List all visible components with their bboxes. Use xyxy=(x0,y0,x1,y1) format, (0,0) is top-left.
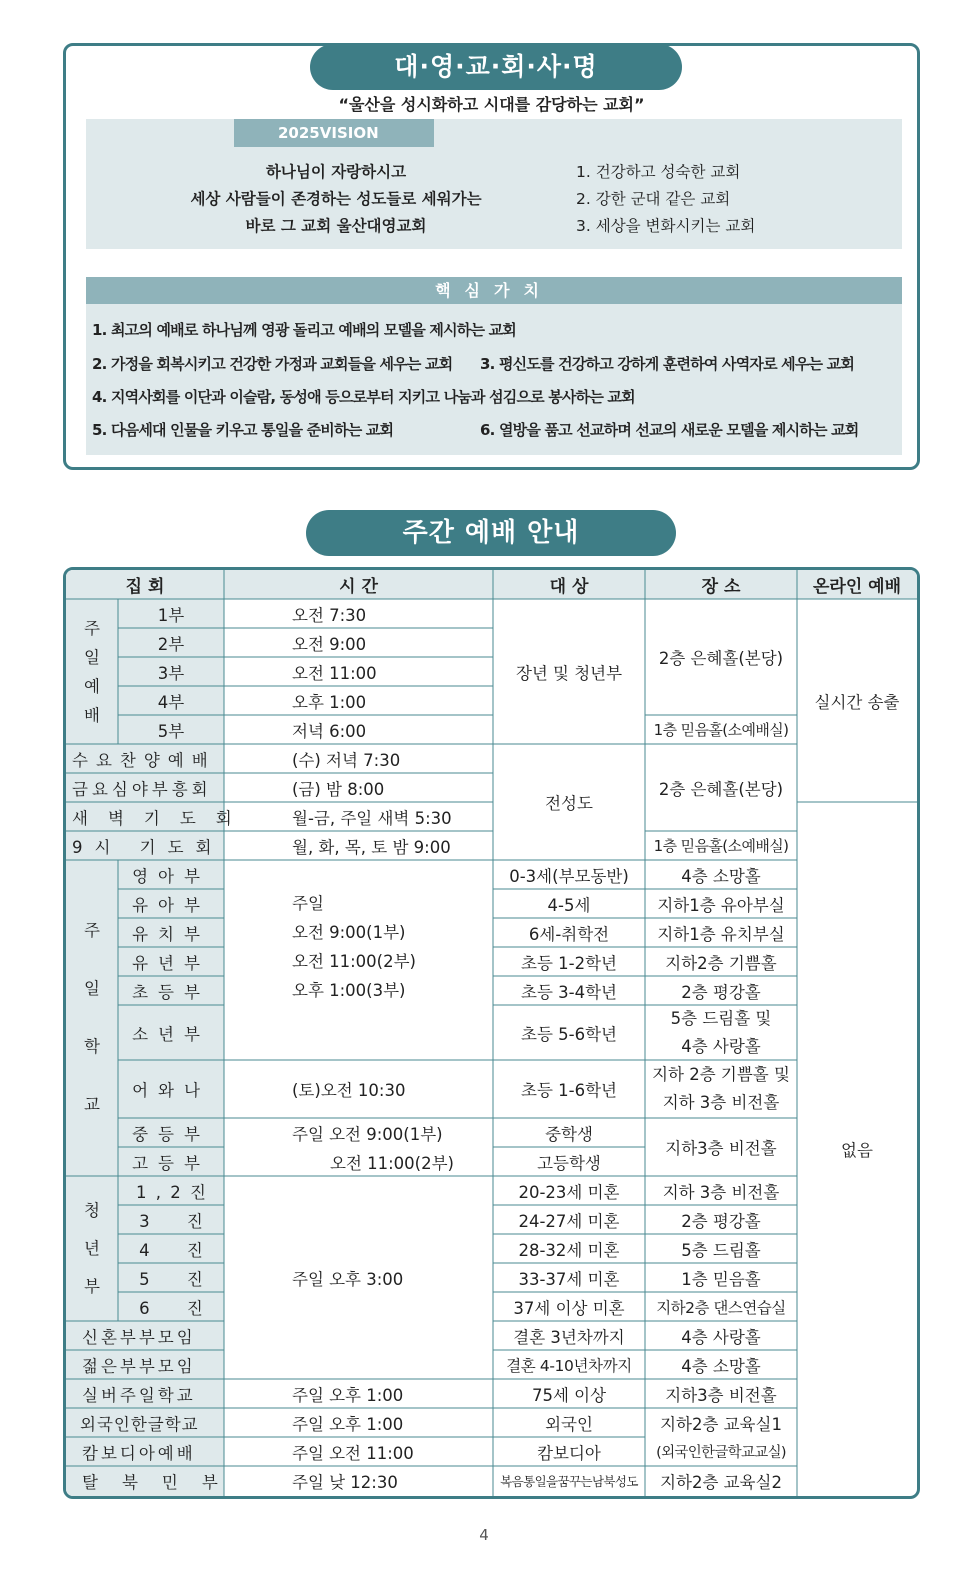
dept-name: 외국인한글학교 xyxy=(80,1414,199,1434)
dept-place: 지하2층 기쁨홀 xyxy=(665,953,777,973)
service-name: 1부 xyxy=(157,605,185,625)
dept-name: 고등부 xyxy=(132,1153,210,1173)
service-time: (수) 저녁 7:30 xyxy=(292,750,401,770)
dept-name: 유년부 xyxy=(132,953,210,973)
dept-place: 지하1층 유아부실 xyxy=(657,895,785,915)
dept-place: 지하1층 유치부실 xyxy=(657,924,785,944)
dept-place: 지하 3층 비전홀 xyxy=(662,1182,780,1202)
dept-name: 1 , 2 진 xyxy=(136,1182,208,1202)
dept-place: 2층 평강홀 xyxy=(681,982,761,1002)
dept-target: 20-23세 미혼 xyxy=(518,1182,620,1202)
dept-target: 37세 이상 미혼 xyxy=(513,1298,625,1318)
vision-goals: 1. 건강하고 성숙한 교회 2. 강한 군대 같은 교회 3. 세상을 변화시키는 교회 xyxy=(576,163,756,235)
service-name: 2부 xyxy=(157,634,185,654)
dept-name: 신혼부부모임 xyxy=(82,1327,196,1347)
dept-time: 주일 오전 9:00(1부) xyxy=(292,1124,443,1144)
dept-place: 5층 드림홀 xyxy=(681,1240,761,1260)
service-name: 4부 xyxy=(157,692,185,712)
dept-place: 지하2층 교육실1 xyxy=(660,1414,782,1434)
core-value-item: 1. 최고의 예배로 하나님께 영광 돌리고 예배의 모델을 제시하는 교회 xyxy=(92,321,516,339)
dept-name: 캄보디아예배 xyxy=(82,1443,196,1463)
midweek-place: 2층 은혜홀(본당) xyxy=(658,779,784,799)
header-service: 집 회 xyxy=(125,577,165,597)
dept-place: (외국인한글학교교실) xyxy=(656,1445,786,1461)
group-youth: 청년부 xyxy=(84,1200,100,1296)
worship-schedule-table xyxy=(63,567,920,1499)
core-value-item: 3. 평신도를 건강하고 강하게 훈련하여 사역자로 세우는 교회 xyxy=(480,355,855,373)
header-online: 온라인 예배 xyxy=(812,577,902,597)
dept-target: 복음통일을꿈꾸는남북성도 xyxy=(500,1474,638,1489)
dept-place: 지하3층 비전홀 xyxy=(665,1385,777,1405)
school-time: 주일 오전 9:00(1부) 오전 11:00(2부) 오후 1:00(3부) xyxy=(292,894,416,1000)
service-name: 3부 xyxy=(157,663,185,683)
group-sunday-worship: 주일예배 xyxy=(84,618,100,725)
core-value-item: 5. 다음세대 인물을 키우고 통일을 준비하는 교회 xyxy=(92,421,394,439)
dept-target: 75세 이상 xyxy=(531,1385,607,1405)
dept-name: 젊은부부모임 xyxy=(82,1356,196,1376)
dept-time: 오전 11:00(2부) xyxy=(330,1153,454,1173)
dept-target: 33-37세 미혼 xyxy=(518,1269,620,1289)
dept-target: 중학생 xyxy=(545,1124,593,1144)
core-values-heading: 핵심가치 xyxy=(86,277,902,304)
service-name: 9시 기도회 xyxy=(72,837,224,857)
core-value-item: 6. 열방을 품고 선교하며 선교의 새로운 모델을 제시하는 교회 xyxy=(480,421,859,439)
dept-name: 탈북민부 xyxy=(82,1473,242,1492)
dept-place: 4층 소망홀 xyxy=(681,1356,761,1376)
dept-name: 유치부 xyxy=(132,924,210,944)
service-time: 월, 화, 목, 토 밤 9:00 xyxy=(292,837,451,857)
dept-name: 중등부 xyxy=(132,1124,210,1144)
service-time: 오전 7:30 xyxy=(292,605,367,625)
core-value-item: 4. 지역사회를 이단과 이슬람, 동성애 등으로부터 지키고 나눔과 섬김으로 봉사하는 교회 xyxy=(92,388,635,406)
service-time: 오전 11:00 xyxy=(292,663,377,683)
dept-time: 주일 오후 1:00 xyxy=(292,1414,404,1434)
dept-place: 4층 소망홀 xyxy=(681,866,761,886)
dept-name: 3 진 xyxy=(139,1211,203,1231)
dept-target: 초등 5-6학년 xyxy=(521,1024,617,1044)
dept-target: 4-5세 xyxy=(547,895,591,915)
online-live: 실시간 송출 xyxy=(814,692,900,712)
dept-name: 유아부 xyxy=(132,895,210,915)
core-value-item: 2. 가정을 회복시키고 건강한 가정과 교회들을 세우는 교회 xyxy=(92,355,453,373)
dept-name: 초등부 xyxy=(132,982,210,1002)
dept-place: 1층 믿음홀 xyxy=(681,1269,761,1289)
dept-target: 초등 1-2학년 xyxy=(521,953,617,973)
teen-place: 지하3층 비전홀 xyxy=(665,1139,777,1158)
dept-place: 지하2층 댄스연습실 xyxy=(656,1298,786,1317)
service-name: 새벽기도회 xyxy=(72,808,252,828)
mission-section xyxy=(63,43,920,470)
service-time: 오전 9:00 xyxy=(292,634,367,654)
service-time: (금) 밤 8:00 xyxy=(292,779,385,799)
dept-time: 주일 오전 11:00 xyxy=(292,1443,414,1463)
header-place: 장 소 xyxy=(701,577,741,597)
service-name: 수요찬양예배 xyxy=(72,750,216,770)
header-time: 시 간 xyxy=(339,577,378,597)
dept-time: 주일 오후 1:00 xyxy=(292,1385,404,1405)
dept-place: 지하 2층 기쁨홀 및 지하 3층 비전홀 xyxy=(652,1065,790,1112)
dept-target: 고등학생 xyxy=(537,1153,601,1173)
dept-name: 4 진 xyxy=(139,1240,203,1260)
header-target: 대 상 xyxy=(549,577,589,597)
dept-time: 주일 낮 12:30 xyxy=(292,1473,398,1492)
dept-place: 5층 드림홀 및 4층 사랑홀 xyxy=(670,1008,772,1056)
youth-time: 주일 오후 3:00 xyxy=(292,1269,404,1289)
vision-tag: 2025VISION xyxy=(234,119,434,147)
online-none: 없음 xyxy=(841,1141,873,1160)
church-slogan: “울산을 성시화하고 시대를 감당하는 교회” xyxy=(338,95,645,114)
service-name: 5부 xyxy=(157,721,185,741)
dept-target: 0-3세(부모동반) xyxy=(509,866,629,886)
dept-target: 24-27세 미혼 xyxy=(518,1211,620,1231)
sunday-place: 2층 은혜홀(본당) xyxy=(658,649,784,668)
mission-title: 대·영·교·회·사·명 xyxy=(310,44,682,90)
core-values-panel xyxy=(86,277,902,455)
dept-name: 실버주일학교 xyxy=(82,1385,196,1405)
dept-name: 5 진 xyxy=(139,1269,203,1289)
midweek-place-9: 1층 믿음홀(소예배실) xyxy=(653,837,789,855)
service-time: 월-금, 주일 새벽 5:30 xyxy=(292,808,452,828)
vision-statement: 하나님이 자랑하시고 세상 사람들이 존경하는 성도들로 세워가는 바로 그 교회 울산대영교회 xyxy=(190,163,482,235)
service-time: 오후 1:00 xyxy=(292,692,367,712)
dept-place: 2층 평강홀 xyxy=(681,1211,761,1231)
sunday-place-5: 1층 믿음홀(소예배실) xyxy=(653,721,789,739)
service-time: 저녁 6:00 xyxy=(292,721,367,741)
midweek-target: 전성도 xyxy=(545,794,593,813)
dept-name: 소년부 xyxy=(132,1024,210,1044)
dept-time: (토)오전 10:30 xyxy=(292,1081,406,1100)
dept-place: 지하2층 교육실2 xyxy=(660,1473,782,1492)
group-sunday-school: 주일학교 xyxy=(84,921,100,1114)
schedule-title: 주간 예배 안내 xyxy=(306,510,676,556)
dept-name: 영아부 xyxy=(132,866,210,886)
service-name: 금요심야부흥회 xyxy=(72,779,212,799)
dept-target: 캄보디아 xyxy=(537,1443,601,1463)
dept-target: 외국인 xyxy=(545,1414,593,1434)
page-number: 4 xyxy=(479,1526,489,1544)
dept-target: 결혼 3년차까지 xyxy=(513,1327,625,1347)
dept-name: 6 진 xyxy=(139,1298,203,1318)
dept-target: 초등 1-6학년 xyxy=(521,1081,617,1100)
vision-panel xyxy=(86,119,902,249)
dept-target: 초등 3-4학년 xyxy=(521,982,617,1002)
dept-target: 6세-취학전 xyxy=(528,924,610,944)
sunday-target: 장년 및 청년부 xyxy=(515,663,623,683)
dept-place: 4층 사랑홀 xyxy=(681,1327,761,1347)
dept-target: 28-32세 미혼 xyxy=(518,1240,620,1260)
dept-target: 결혼 4-10년차까지 xyxy=(506,1356,632,1375)
dept-name: 어와나 xyxy=(132,1081,210,1100)
